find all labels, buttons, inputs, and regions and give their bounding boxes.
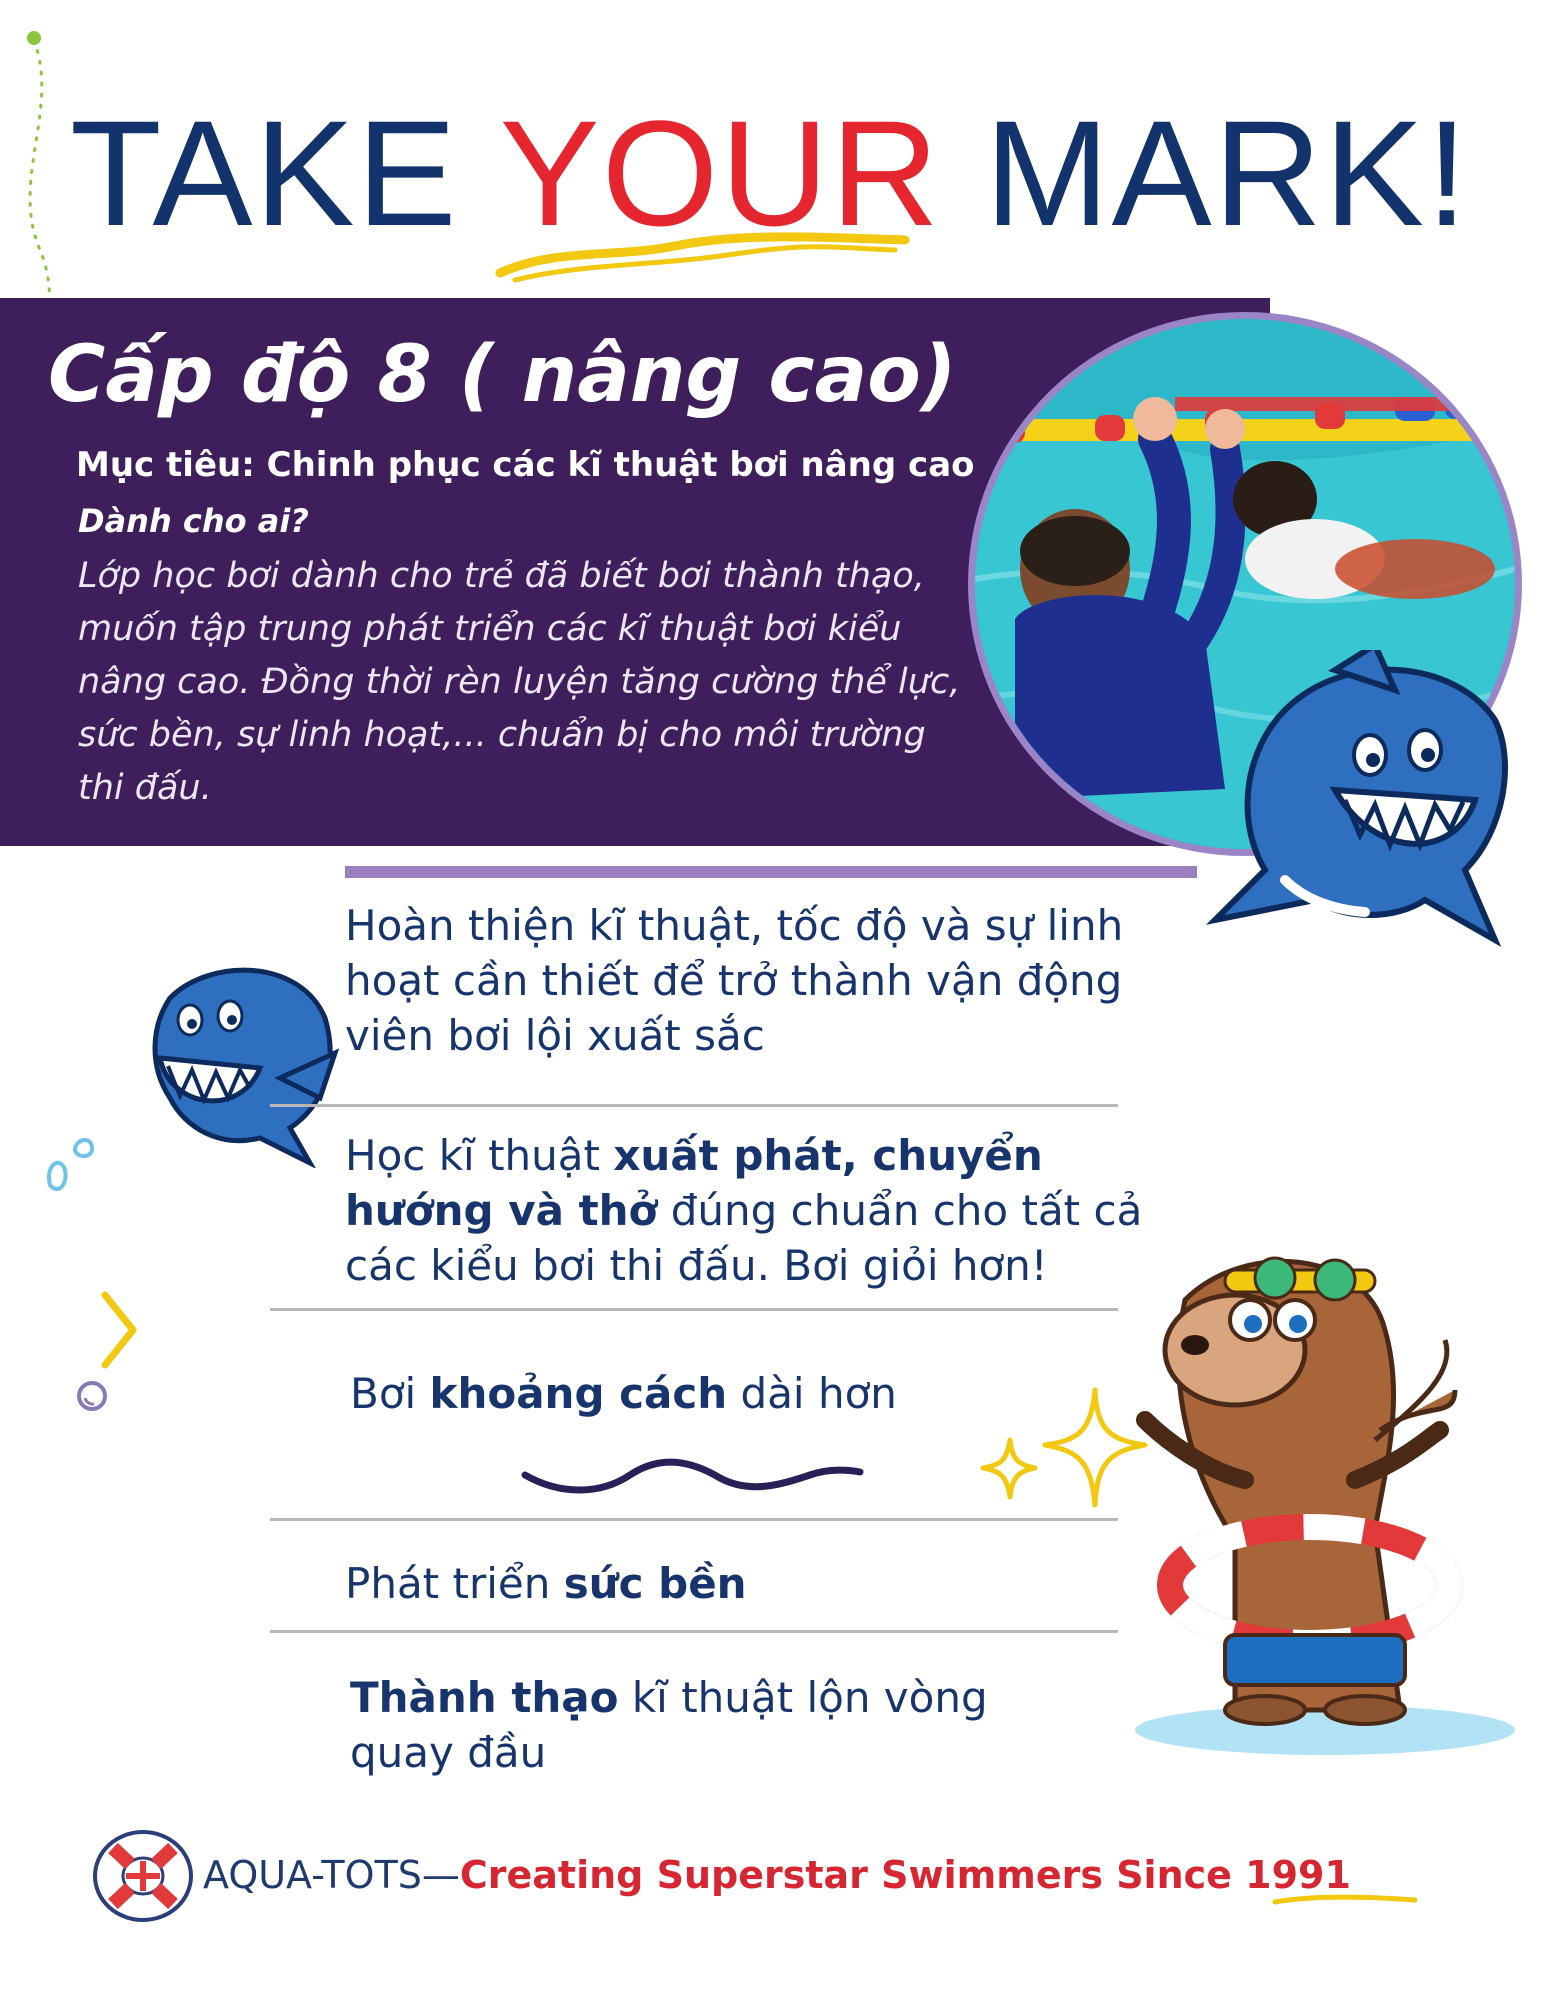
lifebuoy-logo [88,1826,198,1926]
feature-divider [270,1518,1118,1521]
feature-3-text: Bơi [350,1369,430,1418]
sparkle-icon [975,1385,1150,1515]
bubble-icon [74,1378,110,1414]
wave-squiggle [520,1450,865,1500]
otter-mascot [1125,1240,1545,1760]
tagline: Creating Superstar Swimmers Since 1991 [459,1853,1351,1897]
feature-item-4 [345,1556,1105,1611]
headline-highlight: YOUR [499,89,941,257]
level-title: Cấp độ 8 ( nâng cao) [48,330,957,420]
feature-4-bold: sức bền [563,1559,747,1608]
audience-description: Lớp học bơi dành cho trẻ đã biết bơi thành thạo, muốn tập trung phát triển các kĩ thuật bơi kiểu nâng cao. Đồng thời rèn luyện tăng cường thể lực, sức bền, sự linh hoạt,... chuẩn bị cho môi trường thi đấu. [78,556,961,808]
feature-2-bold: xuất phát, chuyển hướng và thở [345,1131,1043,1235]
feature-divider [270,1308,1118,1311]
feature-3-text-post: dài hơn [727,1369,897,1418]
feature-4-text: Phát triển [345,1559,564,1608]
feature-5-text: kĩ thuật lộn vòng quay đầu [350,1673,988,1777]
headline-part3: MARK! [940,89,1470,257]
feature-item-2 [345,1128,1165,1293]
feature-item-5 [350,1670,1070,1780]
feature-divider [270,1104,1118,1107]
yellow-scribble-underline [495,218,915,288]
footer-underline [1270,1890,1420,1910]
feature-2-text: Học kĩ thuật [345,1131,614,1180]
section-divider [345,866,1197,878]
brand-name: AQUA-TOTS— [203,1853,460,1897]
water-splash-icon [40,1125,100,1205]
feature-3-bold: khoảng cách [429,1369,728,1418]
feature-item-1: Hoàn thiện kĩ thuật, tốc độ và sự linh hoạt cần thiết để trở thành vận động viên bơi lội xuất sắc [345,901,1124,1060]
headline-part1: TAKE [70,89,500,257]
chevron-decoration [95,1290,145,1370]
feature-2-text-post: đúng chuẩn cho tất cả các kiểu bơi thi đấu. Bơi giỏi hơn! [345,1186,1143,1290]
feature-divider [270,1630,1118,1633]
goal-text: Mục tiêu: Chinh phục các kĩ thuật bơi nâng cao [76,445,975,485]
footer-tagline [203,1850,1351,1900]
shark-mascot-small [130,958,350,1168]
shark-mascot [1195,650,1515,960]
feature-5-bold: Thành thạo [350,1673,619,1722]
audience-label: Dành cho ai? [78,502,309,540]
